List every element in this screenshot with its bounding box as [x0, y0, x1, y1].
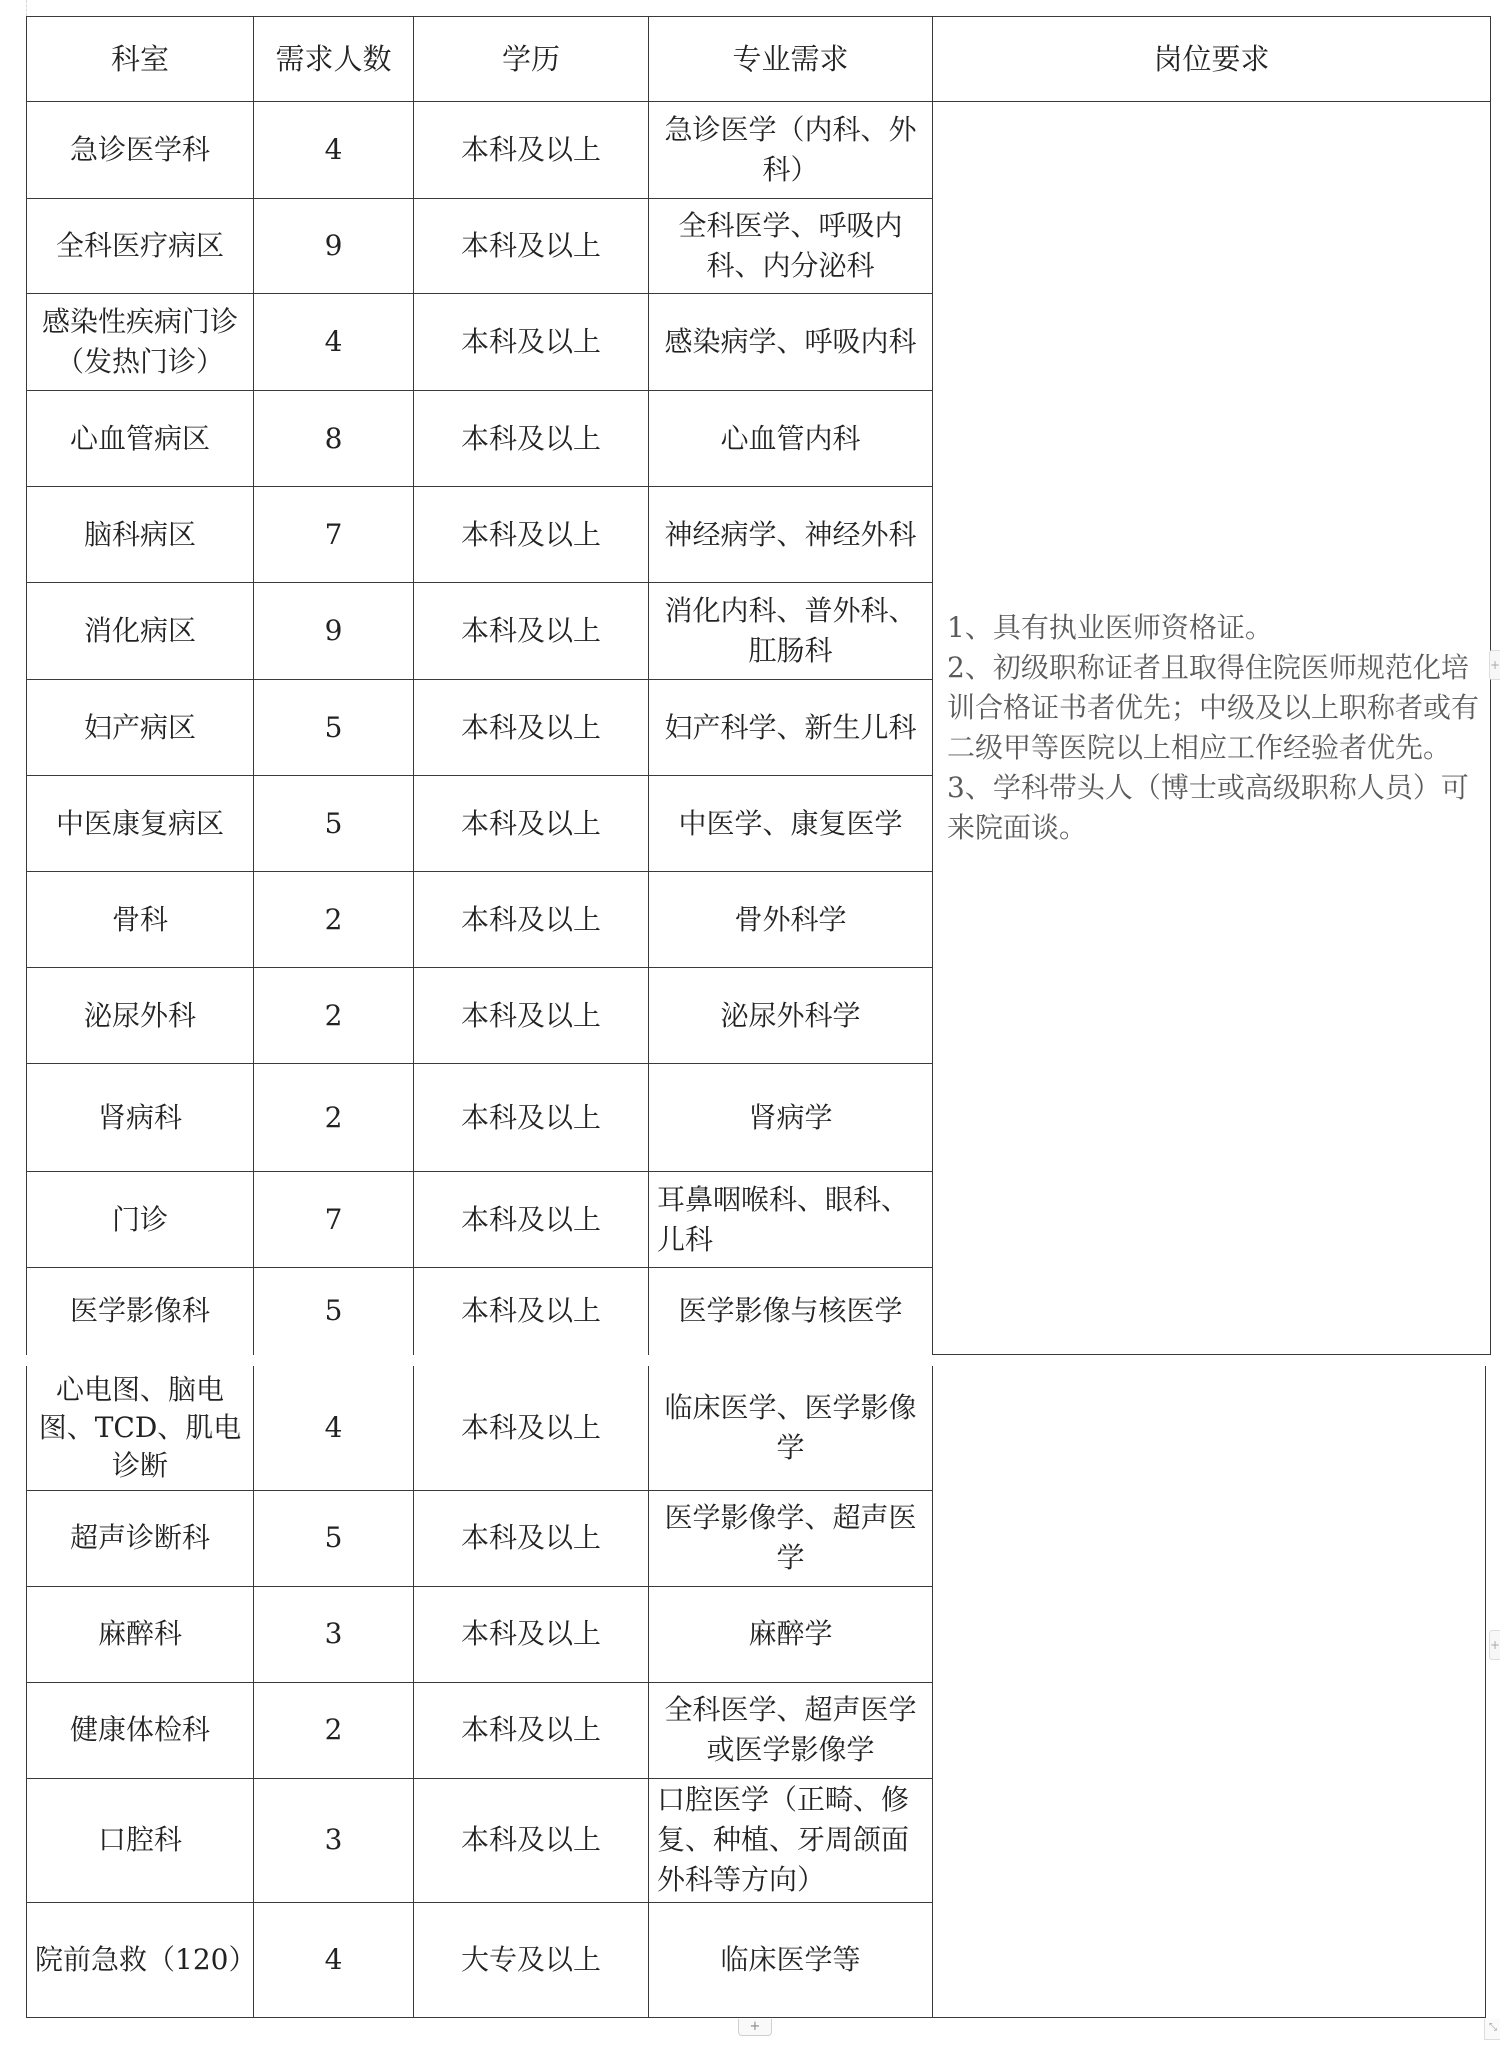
cell-education: 本科及以上 [414, 1586, 649, 1682]
cell-dept: 脑科病区 [27, 487, 254, 583]
requirement-item: 2、初级职称证者且取得住院医师规范化培训合格证书者优先；中级及以上职称者或有二级甲等医院以上相应工作经验者优先。 [947, 651, 1480, 764]
cell-education: 大专及以上 [414, 1902, 649, 2017]
cell-count: 7 [254, 487, 414, 583]
requirements-cell [933, 102, 1491, 1355]
cell-count: 3 [254, 1586, 414, 1682]
cell-major: 妇产科学、新生儿科 [649, 680, 933, 776]
cell-dept: 感染性疾病门诊（发热门诊） [27, 294, 254, 391]
cell-count: 5 [254, 680, 414, 776]
cell-education: 本科及以上 [414, 1268, 649, 1355]
plus-icon: + [1490, 1638, 1500, 1652]
cell-education: 本科及以上 [414, 776, 649, 872]
cell-education: 本科及以上 [414, 1778, 649, 1902]
cell-count: 2 [254, 968, 414, 1064]
cell-count: 9 [254, 199, 414, 294]
plus-icon: + [1490, 658, 1500, 672]
cell-dept: 妇产病区 [27, 680, 254, 776]
cell-education: 本科及以上 [414, 487, 649, 583]
cell-education: 本科及以上 [414, 391, 649, 487]
cell-major: 口腔医学（正畸、修复、种植、牙周颌面外科等方向） [649, 1778, 933, 1902]
cell-dept: 医学影像科 [27, 1268, 254, 1355]
cell-dept: 麻醉科 [27, 1586, 254, 1682]
cell-count: 2 [254, 1682, 414, 1778]
cell-major: 神经病学、神经外科 [649, 487, 933, 583]
cell-major: 心血管内科 [649, 391, 933, 487]
cell-major: 麻醉学 [649, 1586, 933, 1682]
cell-major: 全科医学、超声医学或医学影像学 [649, 1682, 933, 1778]
cell-dept: 口腔科 [27, 1778, 254, 1902]
cell-major: 全科医学、呼吸内科、内分泌科 [649, 199, 933, 294]
cell-education: 本科及以上 [414, 583, 649, 680]
cell-count: 5 [254, 1490, 414, 1586]
cell-major: 骨外科学 [649, 872, 933, 968]
cell-count: 4 [254, 1366, 414, 1490]
cell-major: 医学影像学、超声医学 [649, 1490, 933, 1586]
cell-major: 感染病学、呼吸内科 [649, 294, 933, 391]
header-requirements: 岗位要求 [933, 17, 1491, 102]
cell-major: 临床医学等 [649, 1902, 933, 2017]
cell-dept: 中医康复病区 [27, 776, 254, 872]
insert-column-button[interactable] [1489, 1630, 1500, 1660]
cell-major: 中医学、康复医学 [649, 776, 933, 872]
cell-dept: 院前急救（120） [27, 1902, 254, 2017]
cell-dept: 泌尿外科 [27, 968, 254, 1064]
cell-count: 4 [254, 1902, 414, 2017]
cell-count: 5 [254, 1268, 414, 1355]
cell-major: 医学影像与核医学 [649, 1268, 933, 1355]
requirement-item: 1、具有执业医师资格证。 [947, 611, 1273, 644]
cell-count: 8 [254, 391, 414, 487]
cell-education: 本科及以上 [414, 1490, 649, 1586]
cell-education: 本科及以上 [414, 968, 649, 1064]
cell-dept: 健康体检科 [27, 1682, 254, 1778]
cell-education: 本科及以上 [414, 680, 649, 776]
table-header-row [27, 17, 1491, 102]
cell-education: 本科及以上 [414, 1172, 649, 1268]
cell-education: 本科及以上 [414, 1366, 649, 1490]
requirement-item: 3、学科带头人（博士或高级职称人员）可来院面谈。 [947, 771, 1469, 844]
page-guide-line [26, 0, 27, 16]
cell-dept: 骨科 [27, 872, 254, 968]
cell-education: 本科及以上 [414, 199, 649, 294]
header-count: 需求人数 [254, 17, 414, 102]
cell-education: 本科及以上 [414, 1682, 649, 1778]
cell-education: 本科及以上 [414, 102, 649, 199]
cell-education: 本科及以上 [414, 1064, 649, 1172]
header-dept: 科室 [27, 17, 254, 102]
cell-count: 2 [254, 1064, 414, 1172]
cell-dept: 全科医疗病区 [27, 199, 254, 294]
cell-dept: 门诊 [27, 1172, 254, 1268]
cell-dept: 超声诊断科 [27, 1490, 254, 1586]
cell-major: 急诊医学（内科、外科） [649, 102, 933, 199]
cell-dept: 心电图、脑电图、TCD、肌电诊断 [27, 1366, 254, 1490]
cell-count: 3 [254, 1778, 414, 1902]
table-row [27, 1366, 1486, 1490]
cell-dept: 心血管病区 [27, 391, 254, 487]
add-row-button[interactable] [738, 2019, 772, 2036]
cell-dept: 急诊医学科 [27, 102, 254, 199]
cell-major: 临床医学、医学影像学 [649, 1366, 933, 1490]
resize-arrows-icon: ⤡ [1489, 2022, 1497, 2033]
cell-count: 4 [254, 102, 414, 199]
cell-dept: 消化病区 [27, 583, 254, 680]
cell-count: 9 [254, 583, 414, 680]
table-row [27, 102, 1491, 199]
cell-major: 耳鼻咽喉科、眼科、儿科 [649, 1172, 933, 1268]
cell-count: 5 [254, 776, 414, 872]
cell-count: 4 [254, 294, 414, 391]
cell-dept: 肾病科 [27, 1064, 254, 1172]
header-major: 专业需求 [649, 17, 933, 102]
table-resize-handle[interactable] [1484, 2019, 1500, 2040]
recruitment-table-upper [26, 16, 1491, 1355]
recruitment-table-lower [26, 1366, 1486, 2018]
header-education: 学历 [414, 17, 649, 102]
cell-education: 本科及以上 [414, 872, 649, 968]
cell-count: 7 [254, 1172, 414, 1268]
cell-major: 泌尿外科学 [649, 968, 933, 1064]
cell-major: 消化内科、普外科、肛肠科 [649, 583, 933, 680]
cell-major: 肾病学 [649, 1064, 933, 1172]
cell-education: 本科及以上 [414, 294, 649, 391]
cell-count: 2 [254, 872, 414, 968]
requirements-cell-continued [933, 1366, 1486, 2017]
insert-column-button[interactable] [1489, 650, 1500, 680]
plus-icon: + [749, 2019, 761, 2034]
